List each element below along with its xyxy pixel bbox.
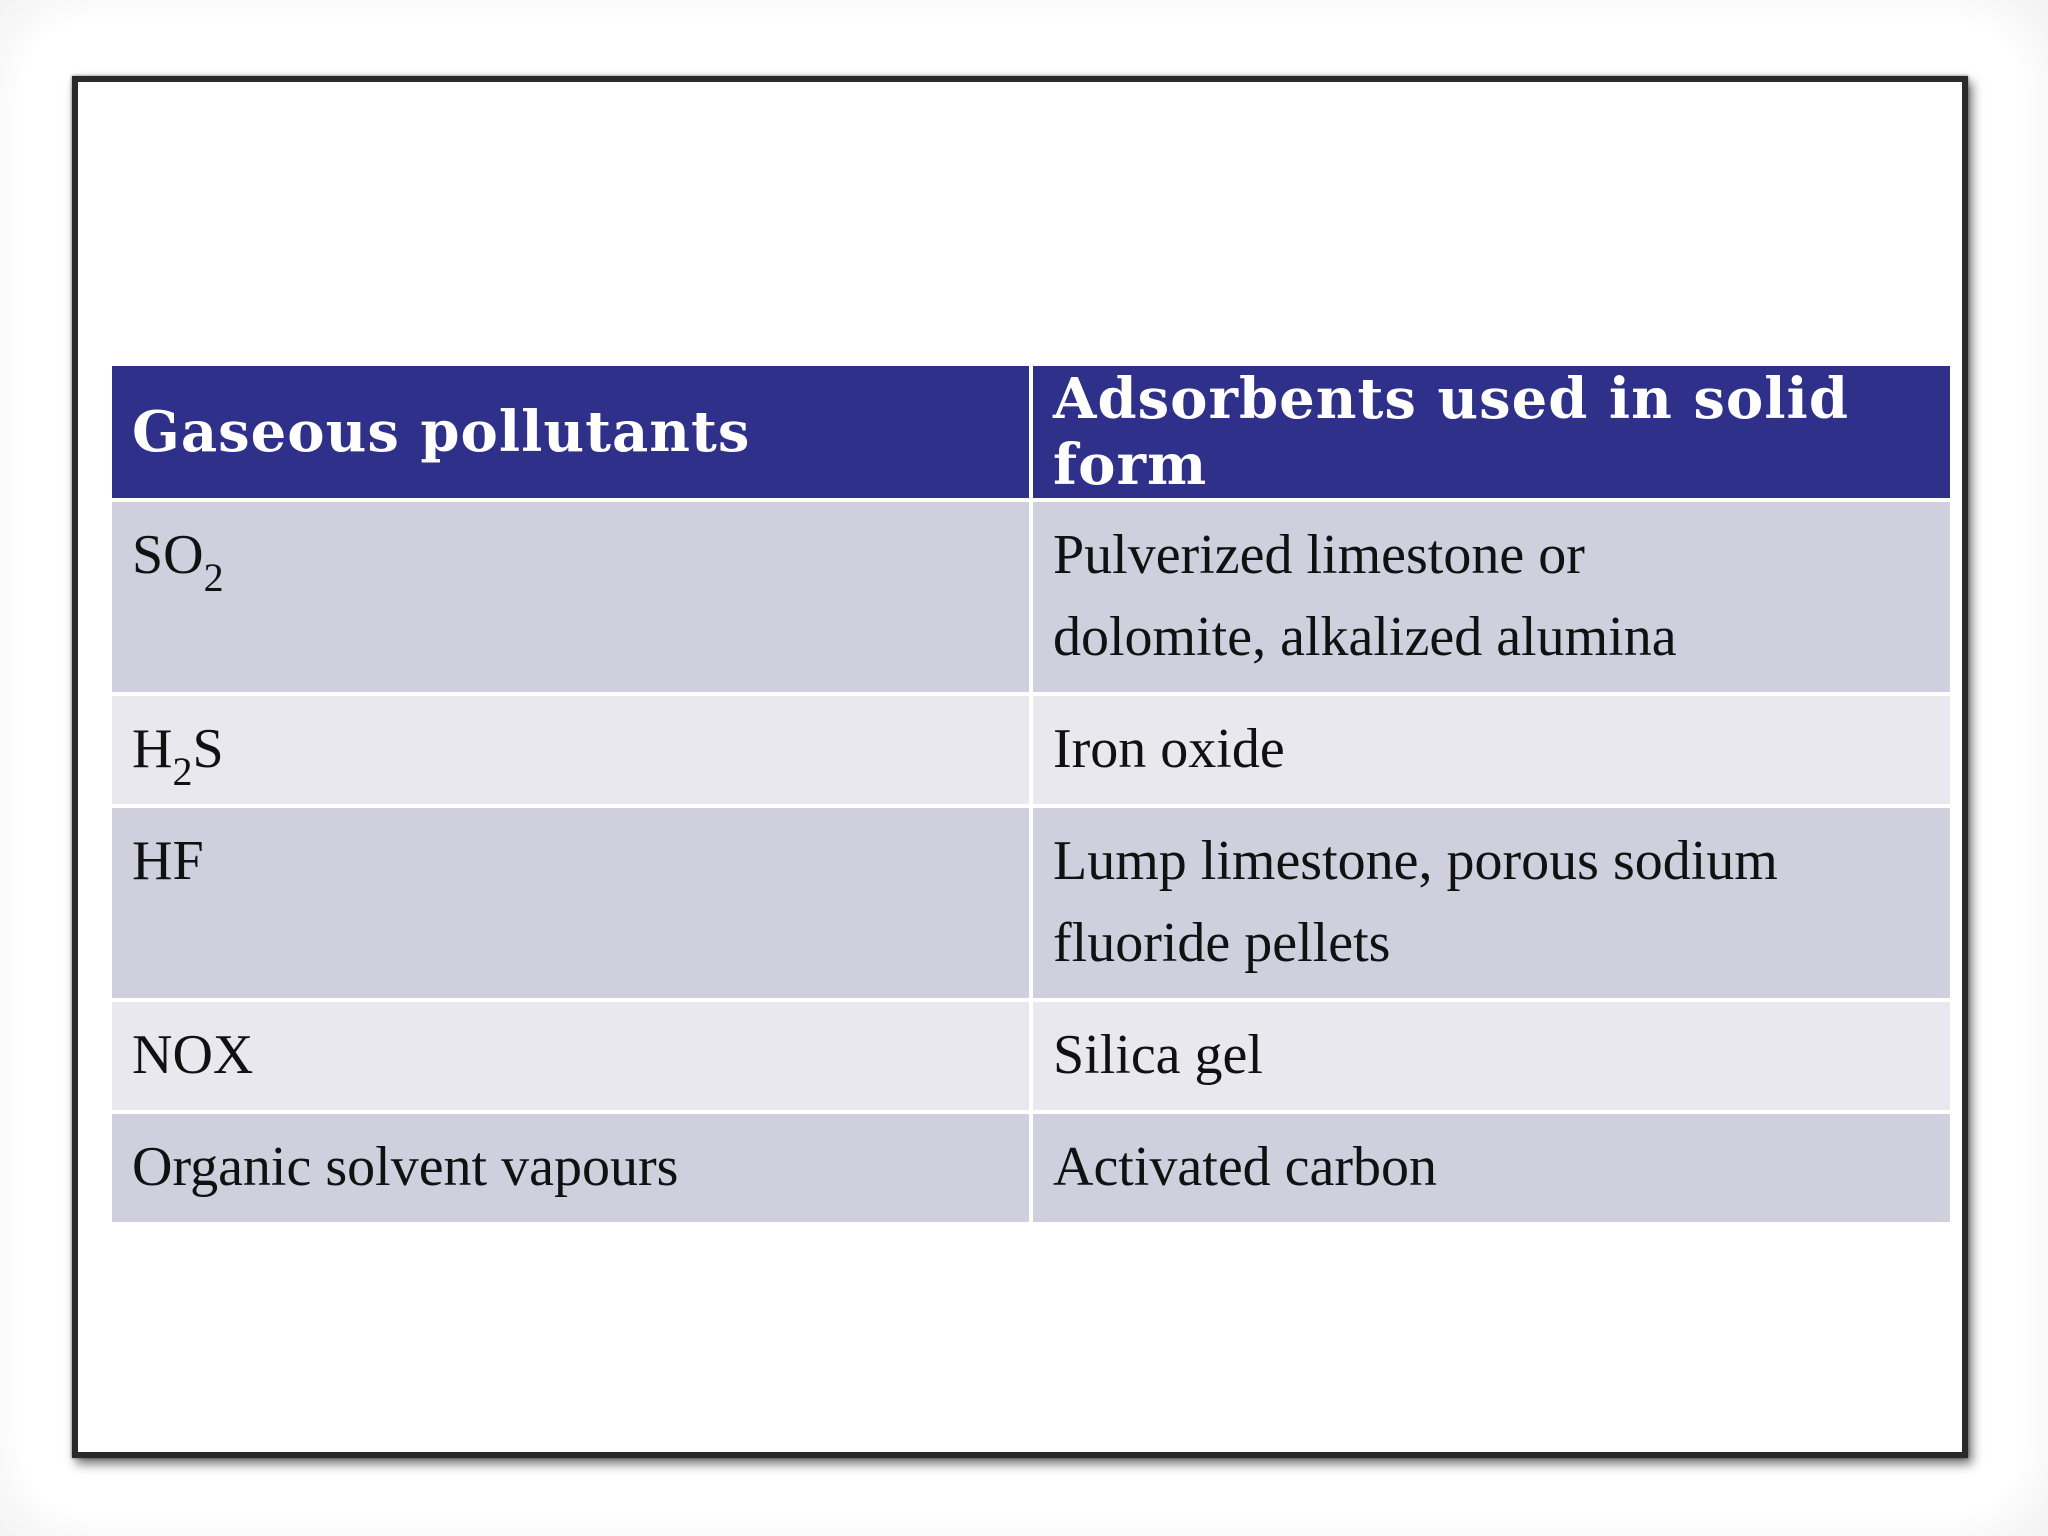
- table-header-row: [112, 366, 1950, 498]
- table-row: [112, 808, 1950, 998]
- adsorbent-cell: Silica gel: [1033, 1002, 1950, 1110]
- adsorbent-cell: Pulverized limestone or dolomite, alkalized alumina: [1033, 502, 1950, 692]
- pollutant-cell: $SO_2$: [112, 502, 1029, 692]
- table-row: [112, 696, 1950, 804]
- pollutant-adsorbent-table: [108, 362, 1954, 1226]
- table-row: [112, 502, 1950, 692]
- adsorbent-cell: Activated carbon: [1033, 1114, 1950, 1222]
- table-row: [112, 1002, 1950, 1110]
- adsorbent-cell: Lump limestone, porous sodium fluoride pellets: [1033, 808, 1950, 998]
- pollutant-cell: NOX: [112, 1002, 1029, 1110]
- pollutant-cell: Organic solvent vapours: [112, 1114, 1029, 1222]
- adsorbent-cell: Iron oxide: [1033, 696, 1950, 804]
- header-gaseous-pollutants: Gaseous pollutants: [112, 366, 1029, 498]
- slide: [72, 76, 1968, 1458]
- pollutant-cell: $H_2S$: [112, 696, 1029, 804]
- header-adsorbents: Adsorbents used in solid form: [1033, 366, 1950, 498]
- table-row: [112, 1114, 1950, 1222]
- pollutant-cell: HF: [112, 808, 1029, 998]
